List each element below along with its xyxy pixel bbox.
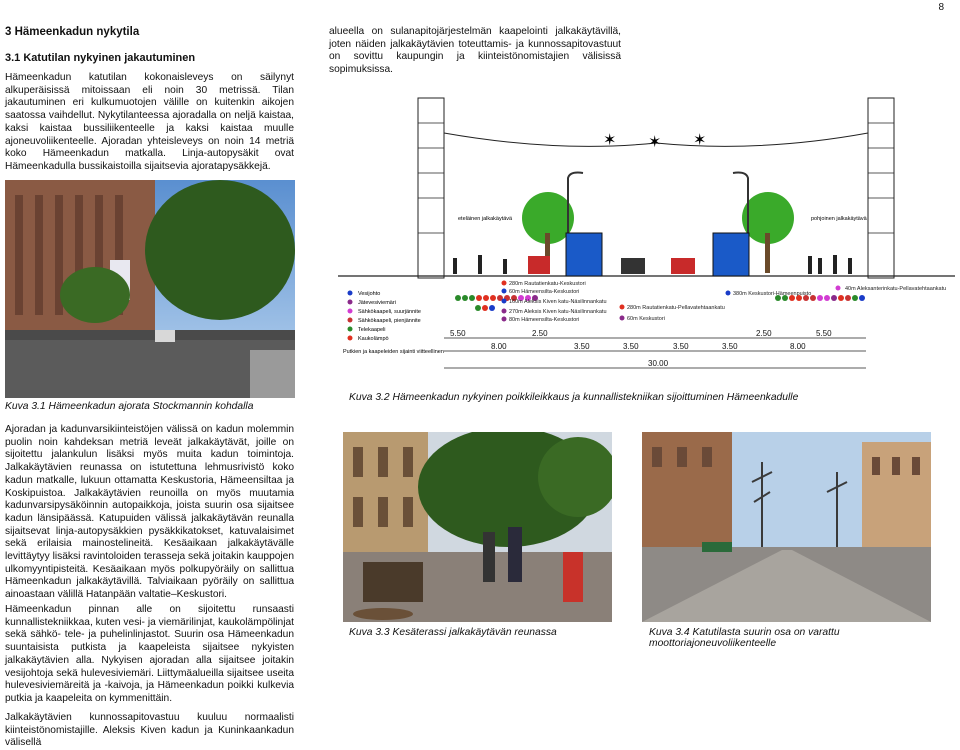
caption-3-1: Kuva 3.1 Hämeenkadun ajorata Stockmannin kohdalla [5,401,254,412]
cross-section-diagram [338,93,955,378]
svg-text:✶: ✶ [648,134,662,151]
dim-8-00-left: 8.00 [491,342,507,351]
legend-district-heat: Kaukolämpö [358,336,389,342]
caption-3-4: Kuva 3.4 Katutilasta suurin osa on varattu moottoriajoneuvoliikenteelle [649,627,840,649]
paragraph-intro: Hämeenkadun katutilan kokonaisleveys on säilynyt alkuperäisissä mitoissaan eli noin 30 metrissä. Tilan jakautuminen eri kulkumuotojen välille on kuitenkin aikojen saatossa vaihdellut. Nykytilanteessa ajoradalla on neljä kaistaa, kaksi kaistaa bussiliikenteelle ja kaksi kaistaa muulle ajoneuvoliikenteelle. Ajoradan yhteisleveys on noin 14 metriä koko Hämeenkadun matkalla. Linja-autopysäkit ovat Hämeenkadulla bussikaistoilla sijaitsevia ajoratapysäkkejä. [5,72,294,172]
legend-dot-telecom [348,327,353,332]
street-vehicles-photo [642,432,931,622]
util-label-6: 280m Rautatienkatu-Pellavatehtaankatu [627,305,725,311]
section-title: 3 Hämeenkadun nykytila [5,26,140,38]
paragraph-maintenance: Jalkakäytävien kunnossapitovastuu kuuluu normaalisti kiinteistönomistajille. Aleksis Kiven kadun ja Kuninkaankadun välisellä [5,712,294,749]
svg-text:✶: ✶ [693,132,707,149]
dim-5-50-left: 5.50 [450,329,466,338]
util-label-2: 60m Hämeensilta-Keskustori [509,289,580,295]
util-label-8: 380m Keskustori-Hämeenpuisto [733,291,812,297]
util-label-9: 40m Aleksanterinkatu-Pellavatehtaankatu [845,286,947,292]
legend-hv-cable: Sähkökaapeli, suurjännite [358,309,421,315]
util-label-4: 270m Aleksis Kiven katu-Näsilinnankatu [509,309,607,315]
legend-dot-sewer [348,300,353,305]
paragraph-utilities: Hämeenkadun pinnan alle on sijoitettu runsaasti kunnallistekniikkaa, kuten vesi- ja viemärilinjat, kaukolämpölinjat sekä sähkö- tele- ja puhelinlinjastot. Suurin osa Hämeenkadun suuntaisista putkista ja kaapeleista sijaitsee nykyisten jalkakäytävien alla. Nykyisen ajoradan alla sijaitsee joitakin vesijohtoja sekä hulevesiviemäri. Liittymäalueilla sijaitsee useita hulevesiviemäreitä ja -kaivoja, ja Hämeenkadun poikki kulkevia putkia ja kaapeleita on kymmenittäin. [5,604,294,704]
south-walkway-label: eteläinen jalkakäytävä [458,216,513,222]
caption-3-2: Kuva 3.2 Hämeenkadun nykyinen poikkileikkaus ja kunnallistekniikan sijoittuminen Hämeenkadulle [349,392,799,403]
dim-total: 30.00 [648,359,669,368]
north-walkway-label: pohjoinen jalkakäytävä [811,216,867,222]
util-label-7: 60m Keskustori [627,316,665,322]
svg-text:✶: ✶ [603,132,617,149]
dim-2-50-left: 2.50 [532,329,548,338]
legend-dot-district-heat [348,336,353,341]
legend-dot-water [348,291,353,296]
page-number: 8 [938,2,944,13]
street-photo-stockmann [5,180,295,398]
legend-water: Vesijohto [358,291,381,297]
util-label-3: 160m Aleksis Kiven katu-Näsilinnankatu [509,299,607,305]
dim-5-50-right: 5.50 [816,329,832,338]
legend-dot-lv-cable [348,318,353,323]
dim-8-00-right: 8.00 [790,342,806,351]
legend-note: Putkien ja kaapeleiden sijainti viitteellinen [343,349,444,355]
dim-3-50-c: 3.50 [673,342,689,351]
paragraph-walkways: Ajoradan ja kadunvarsikiinteistöjen välissä on kadun molemmin puolin noin kahdeksan metriä leveät jalkakäytävät, joille on sijoitettu jalankulun lisäksi myös muita kadun toimintoja. Jalkakäytävien reunassa on istutettuna lehmusrivistö koko kadun matkalle, lukuun ottamatta Keskustoria, Hämeensiltaa ja Koskipuistoa. Jalkakäytävien reunoilla on myös muutamia kadunvarsipysäköinnin autopaikkoja, joista suurin osa sijaitsee kadun länsipäässä. Katupuiden välissä jalkakäytävän reunalla sijaitsevat linja-autopysäkkien pysäkkikatokset, katuvalaisimet sekä erilaisia mainostelineitä. Kesäaikaan jalkakäytävälle levittäytyy lisäksi ravintoloiden terasseja sekä joitakin kauppojen ulkomyyntipisteitä. Kesäaikaan myös polkupyöräily on sallittua Hämeenkadun jalkakäytävillä. Talviaikaan pyöräily on sallittua ainoastaan välillä Hatanpään valtatie–Keskustori. [5,424,294,601]
subsection-title: 3.1 Katutilan nykyinen jakautuminen [5,52,196,64]
legend-lv-cable: Sähkökaapeli, pienjännite [358,318,421,324]
dim-3-50-d: 3.50 [722,342,738,351]
dim-3-50-b: 3.50 [623,342,639,351]
legend-dot-hv-cable [348,309,353,314]
paragraph-right-top: alueella on sulanapitojärjestelmän kaapelointi jalkakäytävillä, joten näiden jalkakäytävien toteuttamis- ja kunnossapitovastuut on sovittu kaupungin ja kiinteistönomistajien välisissä sopimuksissa. [329,26,621,76]
terrace-photo [343,432,612,622]
util-label-5: 80m Hämeensilta-Keskustori [509,317,580,323]
caption-3-3: Kuva 3.3 Kesäterassi jalkakäytävän reunassa [349,627,557,638]
legend-sewer: Jätevesiviemäri [358,300,396,306]
dim-2-50-right: 2.50 [756,329,772,338]
util-label-1: 280m Rautatienkatu-Keskustori [509,281,586,287]
legend-telecom: Telekaapeli [358,327,386,333]
dim-3-50-a: 3.50 [574,342,590,351]
